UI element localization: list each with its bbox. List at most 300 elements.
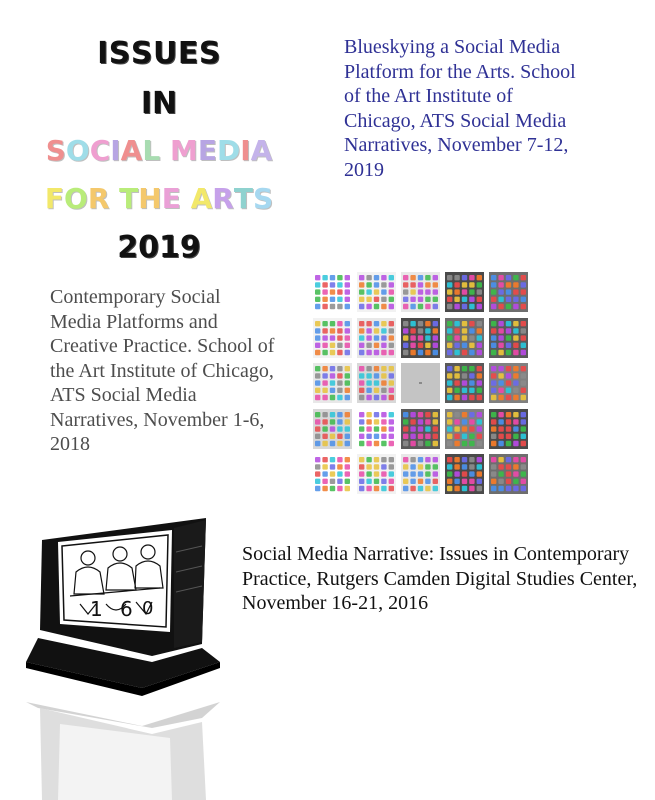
app-icon-square <box>374 321 379 326</box>
app-icon-square <box>366 304 371 309</box>
app-icon-square <box>447 304 452 309</box>
app-icon-square <box>337 335 342 340</box>
app-icon-square <box>418 335 423 340</box>
title-letter: L <box>142 134 161 168</box>
app-icon-square <box>345 373 350 378</box>
app-icon-square <box>389 419 394 424</box>
app-icon-square <box>513 297 518 302</box>
app-icon-square <box>366 342 371 347</box>
phone-screen-tile <box>445 272 484 312</box>
app-icon-square <box>315 426 320 431</box>
app-icon-square <box>477 419 482 424</box>
app-icon-square <box>506 412 511 417</box>
app-icon-square <box>433 349 438 354</box>
app-icon-square <box>521 373 526 378</box>
retro-monitor-illustration <box>24 512 224 800</box>
app-icon-square <box>513 395 518 400</box>
app-icon-square <box>491 328 496 333</box>
app-icon-square <box>418 479 423 484</box>
app-icon-square <box>498 380 503 385</box>
app-icon-square <box>513 321 518 326</box>
app-icon-square <box>513 412 518 417</box>
app-icon-square <box>469 304 474 309</box>
app-icon-square <box>521 366 526 371</box>
app-icon-square <box>498 433 503 438</box>
app-icon-square <box>469 380 474 385</box>
app-icon-square <box>491 433 496 438</box>
app-icon-square <box>498 321 503 326</box>
app-icon-square <box>315 464 320 469</box>
app-icon-square <box>491 321 496 326</box>
app-icon-square <box>381 471 386 476</box>
app-icon-square <box>410 479 415 484</box>
app-icon-square <box>491 388 496 393</box>
monitor-reflection <box>26 702 220 800</box>
app-icon-square <box>521 486 526 491</box>
app-icon-square <box>322 289 327 294</box>
app-icon-square <box>469 335 474 340</box>
app-icon-square <box>469 289 474 294</box>
app-icon-square <box>454 275 459 280</box>
app-icon-square <box>425 321 430 326</box>
app-icon-square <box>477 412 482 417</box>
app-icon-square <box>359 349 364 354</box>
app-icon-square <box>345 440 350 445</box>
app-icon-square <box>381 275 386 280</box>
app-icon-square <box>462 457 467 462</box>
app-icon-square <box>506 304 511 309</box>
app-icon-square <box>433 289 438 294</box>
app-icon-square <box>477 373 482 378</box>
app-icon-square <box>454 342 459 347</box>
app-icon-square <box>454 373 459 378</box>
app-icon-square <box>359 419 364 424</box>
app-icon-square <box>315 275 320 280</box>
app-icon-square <box>330 304 335 309</box>
app-icon-square <box>477 321 482 326</box>
app-icon-square <box>374 471 379 476</box>
title-letter: I <box>110 134 121 168</box>
app-icon-square <box>433 433 438 438</box>
app-icon-square <box>469 433 474 438</box>
app-icon-square <box>315 419 320 424</box>
app-icon-square <box>425 457 430 462</box>
app-icon-square <box>345 342 350 347</box>
app-icon-square <box>477 440 482 445</box>
title-letter: D <box>216 134 241 168</box>
app-icon-square <box>454 335 459 340</box>
app-icon-square <box>345 380 350 385</box>
app-icon-square <box>315 388 320 393</box>
app-icon-square <box>491 373 496 378</box>
app-icon-square <box>410 342 415 347</box>
app-icon-square <box>462 380 467 385</box>
app-icon-square <box>506 464 511 469</box>
app-icon-square <box>410 440 415 445</box>
icon-grid-center-tile <box>401 363 440 403</box>
app-icon-square <box>454 486 459 491</box>
app-icon-square <box>330 380 335 385</box>
app-icon-square <box>477 464 482 469</box>
app-icon-square <box>381 282 386 287</box>
title-letter: U <box>152 36 178 72</box>
app-icon-square <box>498 275 503 280</box>
app-icon-square <box>521 426 526 431</box>
app-icon-square <box>454 328 459 333</box>
app-icon-square <box>337 426 342 431</box>
app-icon-square <box>418 282 423 287</box>
app-icon-square <box>454 304 459 309</box>
app-icon-square <box>330 433 335 438</box>
app-icon-square <box>322 433 327 438</box>
app-icon-square <box>469 342 474 347</box>
phone-screen-tile <box>313 409 352 449</box>
title-letter: E <box>161 182 181 216</box>
app-icon-square <box>513 289 518 294</box>
app-icon-square <box>498 373 503 378</box>
app-icon-square <box>447 471 452 476</box>
app-icon-square <box>381 457 386 462</box>
app-icon-square <box>491 282 496 287</box>
phone-screen-tile <box>489 454 528 494</box>
app-icon-square <box>498 289 503 294</box>
app-icon-square <box>366 486 371 491</box>
app-icon-square <box>469 486 474 491</box>
app-icon-square <box>322 366 327 371</box>
app-icon-square <box>447 380 452 385</box>
app-icon-square <box>425 426 430 431</box>
app-icon-square <box>322 464 327 469</box>
app-icon-square <box>315 373 320 378</box>
app-icon-square <box>410 304 415 309</box>
app-icon-square <box>389 388 394 393</box>
app-icon-square <box>345 388 350 393</box>
app-icon-square <box>462 464 467 469</box>
app-icon-square <box>447 275 452 280</box>
app-icon-square <box>491 457 496 462</box>
app-icon-square <box>403 328 408 333</box>
app-icon-square <box>389 486 394 491</box>
title-letter: A <box>250 134 273 168</box>
app-icon-square <box>322 282 327 287</box>
app-icon-square <box>477 426 482 431</box>
app-icon-square <box>366 395 371 400</box>
title-line-for-the-arts <box>20 182 298 216</box>
title-letter: S <box>108 36 131 72</box>
app-icon-square <box>359 388 364 393</box>
app-icon-square <box>506 395 511 400</box>
phone-screen-tile <box>401 272 440 312</box>
app-icon-square <box>374 419 379 424</box>
app-icon-square <box>498 297 503 302</box>
app-icon-square <box>506 275 511 280</box>
app-icon-square <box>337 486 342 491</box>
app-icon-square <box>477 486 482 491</box>
app-icon-square <box>454 349 459 354</box>
app-icon-square <box>322 412 327 417</box>
app-icon-square <box>433 304 438 309</box>
app-icon-square <box>337 321 342 326</box>
app-icon-square <box>454 471 459 476</box>
app-icon-square <box>425 433 430 438</box>
phone-screen-tile <box>357 363 396 403</box>
phone-screen-tile <box>401 318 440 358</box>
app-icon-square <box>513 433 518 438</box>
app-icon-square <box>322 321 327 326</box>
app-icon-square <box>366 289 371 294</box>
app-icon-square <box>366 426 371 431</box>
app-icon-square <box>359 464 364 469</box>
app-icon-square <box>513 342 518 347</box>
app-icon-square <box>410 471 415 476</box>
app-icon-square <box>359 297 364 302</box>
svg-text:1: 1 <box>90 597 103 621</box>
app-icon-square <box>410 328 415 333</box>
app-icon-square <box>462 412 467 417</box>
app-icon-square <box>322 328 327 333</box>
app-icon-square <box>381 289 386 294</box>
app-icon-square <box>330 335 335 340</box>
app-icon-square <box>447 282 452 287</box>
app-icon-square <box>345 471 350 476</box>
app-icon-square <box>345 289 350 294</box>
app-icon-square <box>447 412 452 417</box>
app-icon-square <box>521 419 526 424</box>
app-icon-square <box>469 388 474 393</box>
app-icon-square <box>477 335 482 340</box>
app-icon-square <box>454 426 459 431</box>
app-icon-square <box>477 297 482 302</box>
app-icon-square <box>418 471 423 476</box>
app-icon-square <box>418 464 423 469</box>
app-icon-square <box>491 366 496 371</box>
app-icon-square <box>322 342 327 347</box>
app-icon-square <box>418 297 423 302</box>
app-icon-square <box>366 275 371 280</box>
app-icon-square <box>374 426 379 431</box>
app-icon-square <box>506 297 511 302</box>
app-icon-square <box>491 275 496 280</box>
app-icon-square <box>389 433 394 438</box>
app-icon-square <box>521 289 526 294</box>
app-icon-square <box>330 426 335 431</box>
app-icon-square <box>477 395 482 400</box>
app-icon-square <box>425 349 430 354</box>
app-icon-square <box>315 433 320 438</box>
app-icon-square <box>345 282 350 287</box>
app-icon-square <box>498 366 503 371</box>
app-icon-square <box>425 412 430 417</box>
app-icon-square <box>381 349 386 354</box>
app-icon-square <box>477 349 482 354</box>
app-icon-square <box>381 479 386 484</box>
app-icon-square <box>513 328 518 333</box>
app-icon-square <box>433 486 438 491</box>
app-icon-square <box>374 440 379 445</box>
app-icon-square <box>330 342 335 347</box>
title-letter: S <box>45 134 66 168</box>
app-icon-square <box>381 486 386 491</box>
app-icon-square <box>447 388 452 393</box>
app-icon-square <box>403 457 408 462</box>
title-letter: E <box>177 36 199 72</box>
app-icon-square <box>337 412 342 417</box>
app-icon-square <box>462 388 467 393</box>
app-icon-square <box>410 486 415 491</box>
app-icon-square <box>403 440 408 445</box>
title-letter: C <box>89 134 111 168</box>
app-icon-square <box>322 426 327 431</box>
app-icon-square <box>366 282 371 287</box>
app-icon-square <box>366 471 371 476</box>
title-letter: T <box>119 182 139 216</box>
app-icon-square <box>425 297 430 302</box>
app-icon-square <box>433 321 438 326</box>
app-icon-square <box>521 342 526 347</box>
app-icon-square <box>425 440 430 445</box>
app-icon-square <box>447 440 452 445</box>
app-icon-square <box>381 304 386 309</box>
app-icon-square <box>462 275 467 280</box>
app-icon-square <box>403 464 408 469</box>
phone-screen-tile <box>313 363 352 403</box>
app-icon-square <box>477 471 482 476</box>
app-icon-square <box>374 388 379 393</box>
app-icon-square <box>359 282 364 287</box>
app-icon-square <box>462 471 467 476</box>
app-icon-square <box>418 457 423 462</box>
app-icon-square <box>315 349 320 354</box>
app-icon-square <box>337 464 342 469</box>
app-icon-square <box>366 373 371 378</box>
app-icon-square <box>322 440 327 445</box>
app-icon-square <box>374 366 379 371</box>
app-icon-square <box>491 464 496 469</box>
app-icon-square <box>359 289 364 294</box>
app-icon-square <box>506 282 511 287</box>
app-icon-square <box>477 282 482 287</box>
app-icon-square <box>410 297 415 302</box>
app-icon-square <box>366 297 371 302</box>
app-icon-square <box>506 457 511 462</box>
app-icon-square <box>447 464 452 469</box>
app-icon-square <box>381 395 386 400</box>
app-icon-square <box>403 321 408 326</box>
app-icon-square <box>447 366 452 371</box>
app-icon-square <box>322 373 327 378</box>
phone-screen-tile <box>445 318 484 358</box>
app-icon-square <box>410 282 415 287</box>
app-icon-square <box>359 373 364 378</box>
app-icon-square <box>498 479 503 484</box>
app-icon-square <box>506 419 511 424</box>
app-icon-square <box>498 471 503 476</box>
app-icon-square <box>330 289 335 294</box>
app-icon-square <box>366 380 371 385</box>
app-icon-square <box>513 380 518 385</box>
app-icon-square <box>498 426 503 431</box>
app-icon-square <box>418 321 423 326</box>
app-icon-square <box>418 349 423 354</box>
app-icon-square <box>410 412 415 417</box>
app-icon-square <box>389 282 394 287</box>
title-letter: O <box>64 182 88 216</box>
app-icon-square <box>359 471 364 476</box>
app-icon-square <box>322 419 327 424</box>
app-icon-square <box>418 433 423 438</box>
app-icon-square <box>322 471 327 476</box>
app-icon-square <box>315 304 320 309</box>
app-icon-square <box>403 471 408 476</box>
app-icon-square <box>433 479 438 484</box>
app-icon-square <box>521 388 526 393</box>
app-icon-square <box>330 440 335 445</box>
app-icon-square <box>337 275 342 280</box>
app-icon-square <box>403 289 408 294</box>
app-icon-square <box>433 440 438 445</box>
app-icon-square <box>447 457 452 462</box>
app-icon-square <box>433 282 438 287</box>
app-icon-square <box>433 275 438 280</box>
app-icon-square <box>374 373 379 378</box>
app-icon-square <box>345 479 350 484</box>
app-icon-square <box>381 388 386 393</box>
app-icon-square <box>374 412 379 417</box>
app-icon-square <box>359 304 364 309</box>
app-icon-square <box>447 342 452 347</box>
app-icon-square <box>506 289 511 294</box>
app-icon-square <box>513 426 518 431</box>
app-icon-square <box>315 282 320 287</box>
app-icon-square <box>513 464 518 469</box>
app-icon-square <box>403 419 408 424</box>
app-icon-square <box>403 349 408 354</box>
app-icon-square <box>359 412 364 417</box>
app-icon-square <box>410 349 415 354</box>
app-icon-square <box>454 282 459 287</box>
app-icon-square <box>521 457 526 462</box>
app-icon-square <box>425 464 430 469</box>
app-icon-square <box>337 366 342 371</box>
app-icon-square <box>477 479 482 484</box>
phone-screen-tile <box>489 409 528 449</box>
app-icon-square <box>513 366 518 371</box>
svg-text:0: 0 <box>142 598 154 619</box>
app-icon-square <box>315 321 320 326</box>
app-icon-square <box>345 457 350 462</box>
app-icon-square <box>425 282 430 287</box>
app-icon-square <box>454 412 459 417</box>
app-icon-square <box>330 388 335 393</box>
app-icon-square <box>337 373 342 378</box>
app-icon-square <box>366 464 371 469</box>
app-icon-square <box>330 412 335 417</box>
title-letter: 1 <box>159 230 180 266</box>
app-icon-square <box>469 395 474 400</box>
app-icon-square <box>337 297 342 302</box>
app-icon-square <box>477 388 482 393</box>
app-icon-square <box>506 373 511 378</box>
app-icon-square <box>381 419 386 424</box>
app-icon-square <box>403 433 408 438</box>
app-icon-square <box>403 426 408 431</box>
app-icon-square <box>498 342 503 347</box>
app-icon-square <box>521 395 526 400</box>
phone-screen-tile <box>445 409 484 449</box>
title-line-social-media <box>20 134 298 168</box>
app-icon-square <box>454 464 459 469</box>
app-icon-square <box>381 321 386 326</box>
